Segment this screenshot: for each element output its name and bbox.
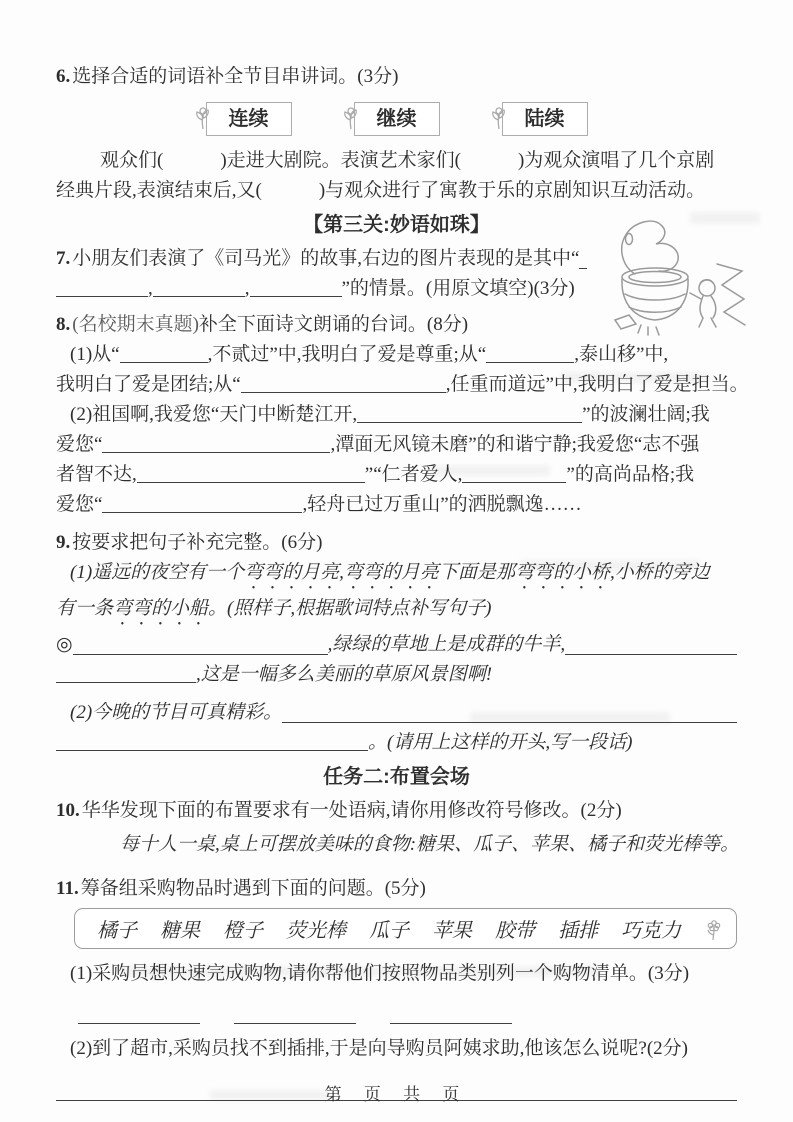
q8-text: 我明白了爱是团结;从“ <box>56 374 241 395</box>
circle-bullet: ◎ <box>56 634 73 655</box>
q9-text: (2)今晚的节目可真精彩。 <box>70 702 283 723</box>
word-option-label: 陆续 <box>524 108 565 130</box>
item-label: 巧克力 <box>621 920 681 942</box>
q8-text: ”“仁者爱人, <box>364 464 463 485</box>
question-number: 10. <box>56 800 80 821</box>
answer-blank[interactable] <box>234 1003 356 1024</box>
answer-blank[interactable] <box>120 342 208 363</box>
word-option-box[interactable] <box>206 102 292 136</box>
answer-blank[interactable] <box>56 662 196 683</box>
question-title: 补全下面诗文朗诵的台词。(8分) <box>198 314 469 335</box>
task2-header: 任务二:布置会场 <box>323 766 470 788</box>
answer-blank[interactable] <box>282 722 737 723</box>
q8-text: ”的高尚品格;我 <box>566 464 695 485</box>
flower-icon <box>704 916 724 942</box>
q8-sub1-line <box>56 370 749 400</box>
answer-blank[interactable] <box>250 276 342 297</box>
plant-icon <box>489 105 509 131</box>
q7-text: , <box>244 278 250 299</box>
item-label: 苹果 <box>432 920 472 942</box>
item-label: 橘子 <box>97 920 137 942</box>
q9-text: , <box>339 562 344 583</box>
question-number: 7. <box>56 248 71 269</box>
question-number: 8. <box>56 314 71 335</box>
q9-sub1-line <box>56 594 737 630</box>
q8-text: (1)从“ <box>70 344 120 365</box>
item-label: 糖果 <box>160 920 200 942</box>
q9-emphasized-text: 弯弯的月亮 <box>244 562 340 583</box>
q8-text: 爱您“ <box>56 434 103 455</box>
question-title: 选择合适的词语补全节目串讲词。(3分) <box>72 66 399 87</box>
q9-text: ,这是一幅多么美丽的草原风景图啊! <box>196 664 493 685</box>
answer-blank[interactable] <box>357 402 582 423</box>
q6-word-options <box>56 102 737 136</box>
item-label: 插排 <box>558 920 598 942</box>
q7-block <box>56 244 737 304</box>
item-label: 瓜子 <box>369 920 409 942</box>
word-option-label: 连续 <box>228 108 269 130</box>
question-source-tag: (名校期末真题) <box>72 314 199 335</box>
word-option-label: 继续 <box>376 108 417 130</box>
section-header-level3: 【第三关:妙语如珠】 <box>303 214 490 236</box>
q8-text: ,轻舟已过万重山”的洒脱飘逸…… <box>302 494 582 515</box>
q9-emphasized-text: 弯弯的小桥 <box>514 562 610 583</box>
q8-sub2-line <box>56 430 737 460</box>
answer-blank[interactable] <box>56 730 368 751</box>
plant-icon <box>341 105 361 131</box>
q8-text: 者智不达, <box>56 464 137 485</box>
q8-text: ”的波澜壮阔;我 <box>582 404 710 425</box>
word-option-box[interactable] <box>354 102 440 136</box>
q9-emphasized-text: 弯弯的月亮 <box>343 562 439 583</box>
q8-text: 爱您“ <box>56 494 103 515</box>
question-title: 华华发现下面的布置要求有一处语病,请你用修改符号修改。(2分) <box>81 800 622 821</box>
q9-heading <box>56 528 737 558</box>
plant-icon <box>193 105 213 131</box>
q8-text: (2)祖国啊,我爱您“天门中断楚江开, <box>70 404 358 425</box>
q8-text: ,任重而道远”中,我明白了爱是担当。 <box>445 374 749 395</box>
answer-blank[interactable] <box>390 1003 512 1024</box>
q9-sub2-line <box>56 698 737 728</box>
q6-paragraph-line: 经典片段,表演结束后,又( )与观众进行了寓教于乐的京剧知识互动活动。 <box>56 180 706 201</box>
question-number: 9. <box>56 532 71 553</box>
question-number: 6. <box>56 66 71 87</box>
q8-sub2-line <box>56 490 737 520</box>
sima-guang-vat-illustration <box>595 214 747 342</box>
q11-sub1-answer-blanks <box>56 1003 737 1026</box>
item-label: 荧光棒 <box>286 920 346 942</box>
answer-blank[interactable] <box>153 276 245 297</box>
answer-blank[interactable] <box>579 268 587 269</box>
q6-paragraph-line: 观众们( )走进大剧院。表演艺术家们( )为观众演唱了几个京剧 <box>100 150 715 171</box>
q8-sub2-line <box>56 460 737 490</box>
item-label: 胶带 <box>495 920 535 942</box>
answer-blank[interactable] <box>73 654 328 655</box>
answer-blank[interactable] <box>102 492 302 513</box>
q11-sub2: (2)到了超市,采购员找不到插排,于是向导购员阿姨求助,他该怎么说呢?(2分) <box>70 1038 688 1059</box>
q9-text: 。(照样子,根据歌词特点补写句子) <box>208 598 492 619</box>
item-label: 橙子 <box>223 920 263 942</box>
q9-sub2-line <box>56 728 737 758</box>
question-title: 按要求把句子补充完整。(6分) <box>72 532 323 553</box>
q8-text: ,泰山移”中, <box>574 344 669 365</box>
word-option-box[interactable] <box>502 102 588 136</box>
answer-blank[interactable] <box>565 654 737 655</box>
q9-answer-line <box>56 660 737 690</box>
q8-sub1-line <box>56 340 737 370</box>
answer-blank[interactable] <box>102 432 330 453</box>
q8-sub2-line <box>56 400 737 430</box>
q7-text: , <box>148 278 153 299</box>
answer-blank[interactable] <box>56 276 148 297</box>
answer-blank[interactable] <box>78 1003 200 1024</box>
question-title: 筹备组采购物品时遇到下面的问题。(5分) <box>80 878 426 899</box>
q8-text: ,不贰过”中,我明白了爱是尊重;从“ <box>207 344 487 365</box>
q9-text: 有一条 <box>56 598 114 619</box>
q7-text: 小朋友们表演了《司马光》的故事,右边的图片表现的是其中“ <box>72 248 580 269</box>
q9-sub1-line <box>56 558 737 594</box>
q9-text: (1)遥远的夜空有一个 <box>70 562 245 583</box>
q9-text: 。(请用上这样的开头,写一段话) <box>368 732 633 753</box>
q9-text: ,绿绿的草地上是成群的牛羊, <box>327 634 566 655</box>
answer-blank[interactable] <box>486 342 574 363</box>
q11-heading <box>56 874 737 904</box>
q9-text: 下面是那 <box>438 562 515 583</box>
page-footer: 第 页 共 页 <box>324 1085 469 1104</box>
q9-emphasized-text: 弯弯的小船 <box>113 598 209 619</box>
q11-item-word-bank <box>74 908 737 949</box>
q7-text: ”的情景。(用原文填空)(3分) <box>341 278 575 299</box>
q6-heading <box>56 62 737 92</box>
answer-blank[interactable] <box>462 462 566 483</box>
q9-answer-line <box>56 630 737 660</box>
q8-text: ,潭面无风镜未磨”的和谐宁静;我爱您“志不强 <box>330 434 700 455</box>
answer-blank[interactable] <box>241 372 446 393</box>
q9-text: ,小桥的旁边 <box>609 562 710 583</box>
question-number: 11. <box>56 878 79 899</box>
q10-heading <box>56 796 737 826</box>
q10-sentence: 每十人一桌,桌上可摆放美味的食物:糖果、瓜子、苹果、橘子和荧光棒等。 <box>120 834 740 855</box>
q11-sub1: (1)采购员想快速完成购物,请你帮他们按照物品类别列一个购物清单。(3分) <box>70 963 690 984</box>
answer-blank[interactable] <box>137 462 365 483</box>
